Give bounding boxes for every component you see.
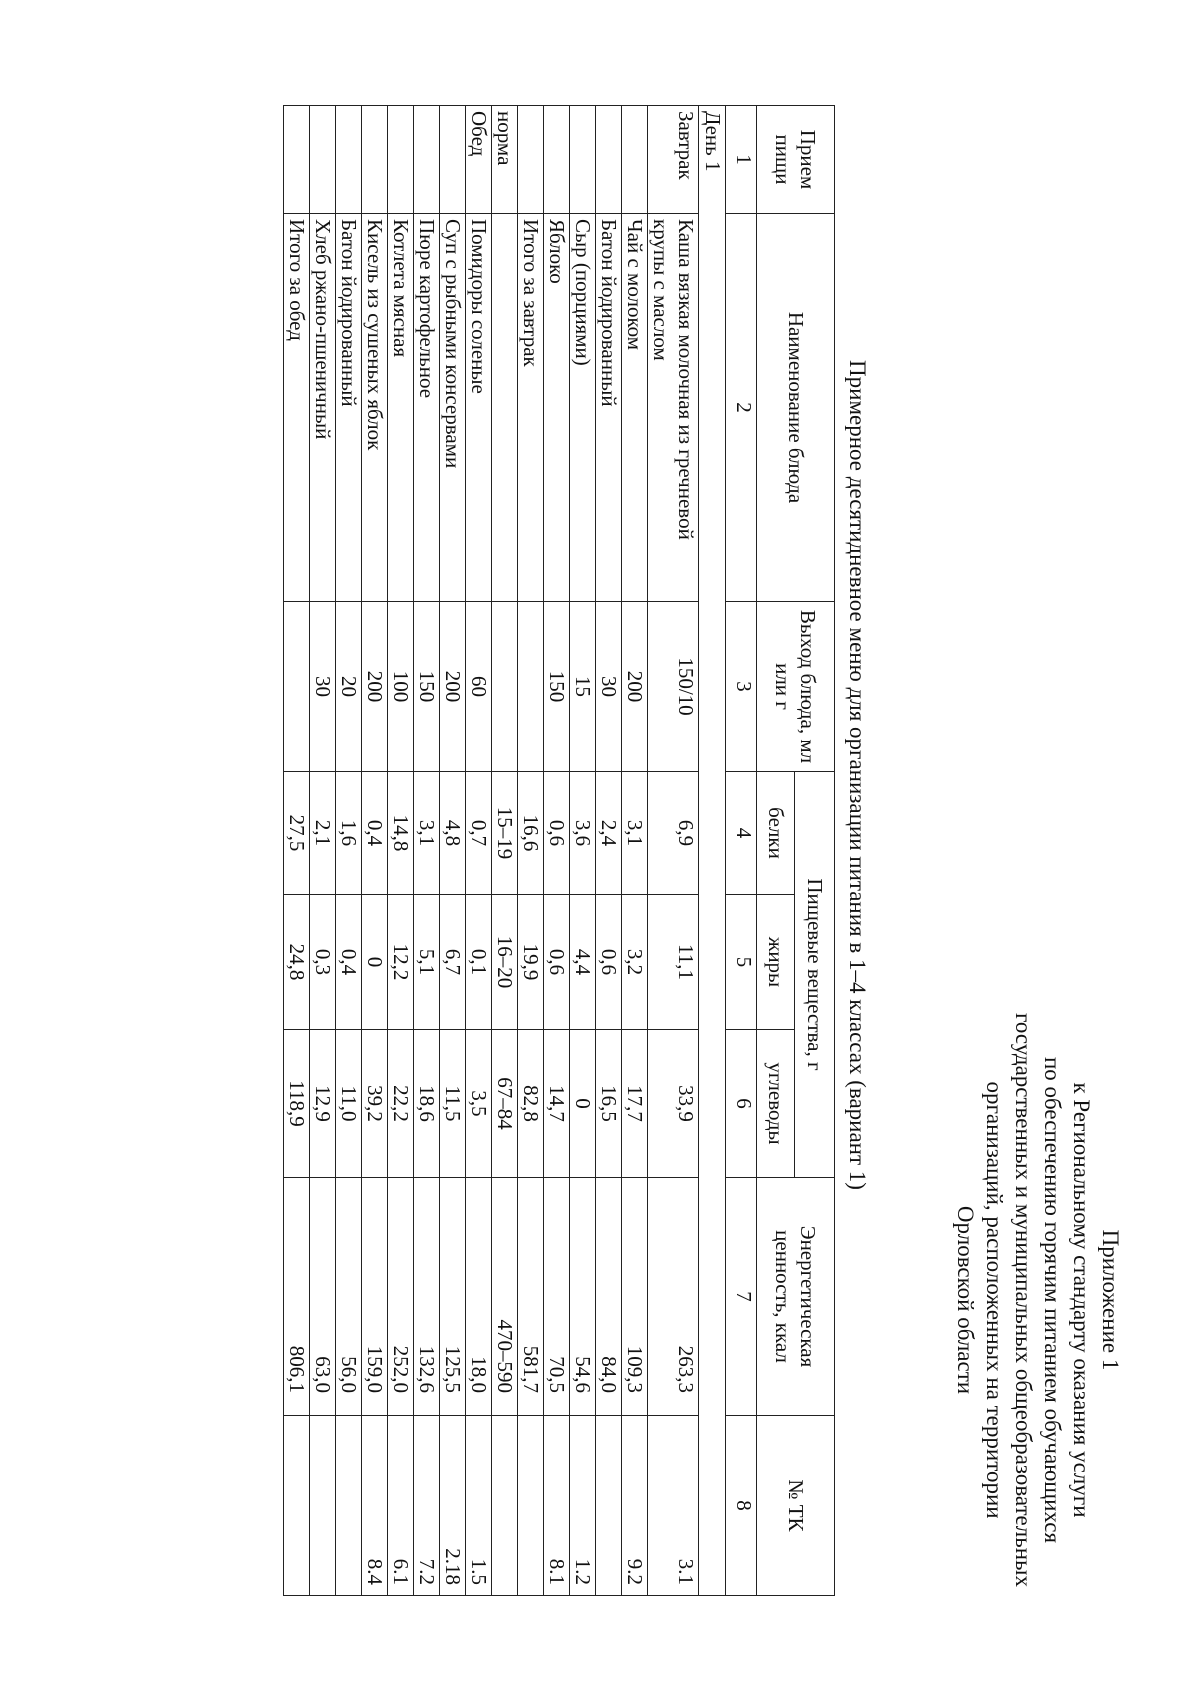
- table-row: [518, 106, 544, 1596]
- cell-carbs: 39,2: [362, 1030, 388, 1178]
- cell-tk: 1.5: [466, 1416, 492, 1596]
- cell-yield: 20: [336, 602, 362, 772]
- cell-dish: Итого за обед: [284, 214, 310, 602]
- cell-tk: 9.2: [622, 1416, 648, 1596]
- header-protein: белки: [757, 772, 795, 895]
- cell-energy: 84,0: [596, 1178, 622, 1416]
- annex-line: организаций, расположенных на территории: [982, 1081, 1007, 1519]
- cell-energy: 56,0: [336, 1178, 362, 1416]
- cell-fat: 3,2: [622, 895, 648, 1030]
- cell-dish: Котлета мясная: [388, 214, 414, 602]
- cell-tk: [492, 1416, 518, 1596]
- cell-carbs: 11,5: [440, 1030, 466, 1178]
- cell-energy: 470–590: [492, 1178, 518, 1416]
- header-dish: Наименование блюда: [757, 214, 835, 602]
- table-row: [440, 106, 466, 1596]
- column-number: 6: [726, 1030, 757, 1178]
- cell-meal: [570, 106, 596, 214]
- cell-energy: 132,6: [414, 1178, 440, 1416]
- cell-fat: 11,1: [648, 895, 699, 1030]
- column-number: 8: [726, 1416, 757, 1596]
- column-number: 1: [726, 106, 757, 214]
- cell-dish: Кисель из сушеных яблок: [362, 214, 388, 602]
- cell-tk: 6.1: [388, 1416, 414, 1596]
- cell-protein: 15–19: [492, 772, 518, 895]
- cell-carbs: 17,7: [622, 1030, 648, 1178]
- cell-carbs: 22,2: [388, 1030, 414, 1178]
- cell-meal: Завтрак: [648, 106, 699, 214]
- cell-carbs: 11,0: [336, 1030, 362, 1178]
- cell-protein: 3,6: [570, 772, 596, 895]
- cell-meal: норма: [492, 106, 518, 214]
- cell-fat: 16–20: [492, 895, 518, 1030]
- cell-energy: 581,7: [518, 1178, 544, 1416]
- table-row: [648, 106, 699, 1596]
- cell-protein: 3,1: [414, 772, 440, 895]
- cell-energy: 70,5: [544, 1178, 570, 1416]
- cell-meal: [622, 106, 648, 214]
- table-row: [362, 106, 388, 1596]
- cell-dish: Сыр (порциями): [570, 214, 596, 602]
- cell-carbs: 18,6: [414, 1030, 440, 1178]
- cell-carbs: 3,5: [466, 1030, 492, 1178]
- cell-meal: Обед: [466, 106, 492, 214]
- cell-dish: Пюре картофельное: [414, 214, 440, 602]
- table-row: [414, 106, 440, 1596]
- cell-fat: 0,4: [336, 895, 362, 1030]
- table-row: [622, 106, 648, 1596]
- cell-tk: 8.4: [362, 1416, 388, 1596]
- cell-fat: 24,8: [284, 895, 310, 1030]
- cell-tk: 8.1: [544, 1416, 570, 1596]
- cell-energy: 18,0: [466, 1178, 492, 1416]
- cell-meal: [336, 106, 362, 214]
- cell-protein: 3,1: [622, 772, 648, 895]
- cell-protein: 2,4: [596, 772, 622, 895]
- cell-tk: 7.2: [414, 1416, 440, 1596]
- cell-yield: 30: [310, 602, 336, 772]
- cell-protein: 1,6: [336, 772, 362, 895]
- column-number: 3: [726, 602, 757, 772]
- column-number: 2: [726, 214, 757, 602]
- cell-dish: Помидоры соленые: [466, 214, 492, 602]
- column-number-row: [726, 106, 757, 1596]
- header-yield: Выход блюда, мл или г: [757, 602, 835, 772]
- cell-yield: [492, 602, 518, 772]
- annex-header: [951, 960, 1125, 1640]
- cell-tk: [284, 1416, 310, 1596]
- cell-tk: 3.1: [648, 1416, 699, 1596]
- menu-table: [283, 105, 835, 1596]
- cell-protein: 6,9: [648, 772, 699, 895]
- cell-fat: 0,6: [544, 895, 570, 1030]
- cell-carbs: 16,5: [596, 1030, 622, 1178]
- cell-meal: [362, 106, 388, 214]
- table-row: [284, 106, 310, 1596]
- cell-meal: [414, 106, 440, 214]
- annex-line: по обеспечению горячим питанием обучающихся: [1040, 1056, 1065, 1544]
- cell-meal: [388, 106, 414, 214]
- cell-energy: 806,1: [284, 1178, 310, 1416]
- cell-fat: 5,1: [414, 895, 440, 1030]
- cell-dish: Хлеб ржано-пшеничный: [310, 214, 336, 602]
- cell-dish: Яблоко: [544, 214, 570, 602]
- cell-yield: [284, 602, 310, 772]
- table-row: [596, 106, 622, 1596]
- cell-carbs: 33,9: [648, 1030, 699, 1178]
- cell-protein: 0,6: [544, 772, 570, 895]
- cell-fat: 19,9: [518, 895, 544, 1030]
- cell-protein: 16,6: [518, 772, 544, 895]
- cell-tk: [310, 1416, 336, 1596]
- cell-fat: 0: [362, 895, 388, 1030]
- annex-line: государственных и муниципальных общеобразовательных: [1011, 1012, 1036, 1587]
- cell-carbs: 67–84: [492, 1030, 518, 1178]
- cell-yield: [518, 602, 544, 772]
- cell-fat: 0,3: [310, 895, 336, 1030]
- table-row: [492, 106, 518, 1596]
- table-row: [310, 106, 336, 1596]
- cell-tk: [596, 1416, 622, 1596]
- table-row: [336, 106, 362, 1596]
- cell-energy: 263,3: [648, 1178, 699, 1416]
- menu-title: Примерное десятидневное меню для организации питания в 1–4 классах (вариант 1): [845, 360, 870, 1190]
- column-number: 7: [726, 1178, 757, 1416]
- cell-dish: Батон йодированный: [336, 214, 362, 602]
- cell-protein: 14,8: [388, 772, 414, 895]
- cell-carbs: 12,9: [310, 1030, 336, 1178]
- header-nutrients: Пищевые вещества, г: [795, 772, 835, 1178]
- cell-dish: Каша вязкая молочная из гречневой крупы с маслом: [648, 214, 699, 602]
- cell-energy: 54,6: [570, 1178, 596, 1416]
- cell-fat: 12,2: [388, 895, 414, 1030]
- cell-tk: [518, 1416, 544, 1596]
- header-meal: Прием пищи: [757, 106, 835, 214]
- cell-yield: 15: [570, 602, 596, 772]
- cell-carbs: 82,8: [518, 1030, 544, 1178]
- cell-meal: [596, 106, 622, 214]
- cell-energy: 125,5: [440, 1178, 466, 1416]
- cell-meal: [440, 106, 466, 214]
- annex-line: Орловской области: [953, 1205, 978, 1395]
- header-fat: жиры: [757, 895, 795, 1030]
- cell-protein: 4,8: [440, 772, 466, 895]
- cell-tk: [336, 1416, 362, 1596]
- cell-yield: 100: [388, 602, 414, 772]
- table-row: [466, 106, 492, 1596]
- cell-carbs: 14,7: [544, 1030, 570, 1178]
- annex-line: к Региональному стандарту оказания услуги: [1069, 1082, 1094, 1518]
- cell-dish: [492, 214, 518, 602]
- cell-meal: [310, 106, 336, 214]
- cell-carbs: 0: [570, 1030, 596, 1178]
- cell-tk: 1.2: [570, 1416, 596, 1596]
- header-tk: № ТК: [757, 1416, 835, 1596]
- cell-energy: 109,3: [622, 1178, 648, 1416]
- cell-meal: [518, 106, 544, 214]
- cell-energy: 63,0: [310, 1178, 336, 1416]
- day-label: День 1: [699, 106, 726, 1596]
- cell-carbs: 118,9: [284, 1030, 310, 1178]
- cell-protein: 0,7: [466, 772, 492, 895]
- cell-fat: 0,6: [596, 895, 622, 1030]
- cell-dish: Суп с рыбными консервами: [440, 214, 466, 602]
- cell-yield: 150: [544, 602, 570, 772]
- cell-dish: Итого за завтрак: [518, 214, 544, 602]
- table-row: [570, 106, 596, 1596]
- cell-yield: 150/10: [648, 602, 699, 772]
- cell-meal: [284, 106, 310, 214]
- cell-yield: 150: [414, 602, 440, 772]
- table-row: [544, 106, 570, 1596]
- cell-yield: 200: [440, 602, 466, 772]
- column-number: 4: [726, 772, 757, 895]
- cell-protein: 0,4: [362, 772, 388, 895]
- cell-energy: 252,0: [388, 1178, 414, 1416]
- cell-protein: 2,1: [310, 772, 336, 895]
- cell-dish: Чай с молоком: [622, 214, 648, 602]
- cell-protein: 27,5: [284, 772, 310, 895]
- cell-tk: 2.18: [440, 1416, 466, 1596]
- column-number: 5: [726, 895, 757, 1030]
- cell-fat: 4,4: [570, 895, 596, 1030]
- table-row: [388, 106, 414, 1596]
- annex-line: Приложение 1: [1098, 1229, 1123, 1371]
- cell-meal: [544, 106, 570, 214]
- cell-yield: 60: [466, 602, 492, 772]
- cell-fat: 0,1: [466, 895, 492, 1030]
- cell-fat: 6,7: [440, 895, 466, 1030]
- cell-yield: 30: [596, 602, 622, 772]
- cell-yield: 200: [362, 602, 388, 772]
- day-row: [699, 106, 726, 1596]
- cell-yield: 200: [622, 602, 648, 772]
- cell-dish: Батон йодированный: [596, 214, 622, 602]
- header-carbs: углеводы: [757, 1030, 795, 1178]
- cell-energy: 159,0: [362, 1178, 388, 1416]
- header-energy: Энергетическая ценность, ккал: [757, 1178, 835, 1416]
